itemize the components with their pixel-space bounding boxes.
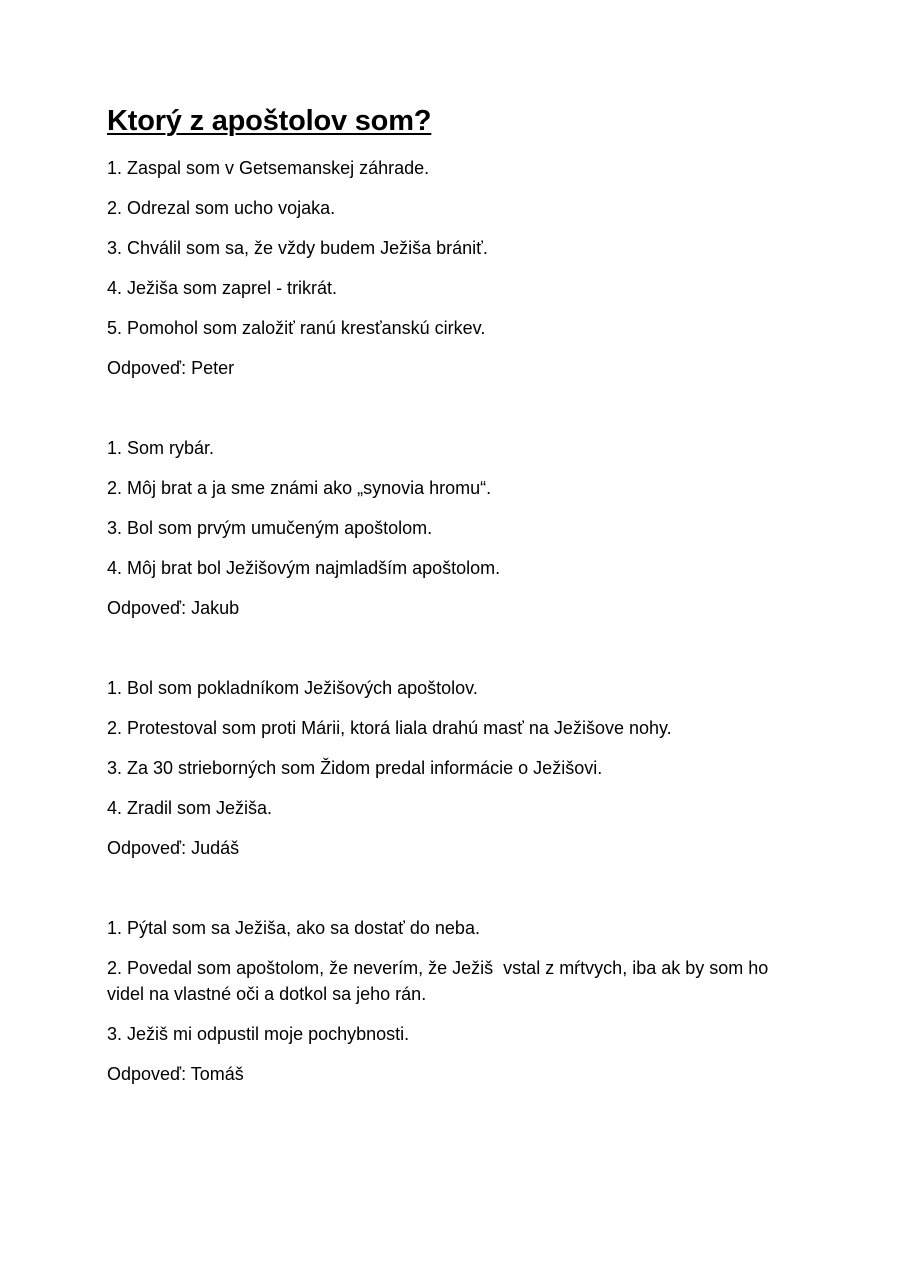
block-spacer bbox=[107, 635, 807, 675]
block-spacer bbox=[107, 395, 807, 435]
document-title: Ktorý z apoštolov som? bbox=[107, 105, 432, 137]
clue-line: 3. Bol som prvým umučeným apoštolom. bbox=[107, 518, 433, 538]
answer-line: Odpoveď: Judáš bbox=[107, 838, 240, 858]
clue-line: 3. Ježiš mi odpustil moje pochybnosti. bbox=[107, 1024, 410, 1044]
quiz-block-jakub bbox=[107, 435, 807, 621]
answer-line: Odpoveď: Jakub bbox=[107, 598, 240, 618]
clue-line: 1. Bol som pokladníkom Ježišových apoštolov. bbox=[107, 678, 478, 698]
clue-line: 3. Za 30 strieborných som Židom predal informácie o Ježišovi. bbox=[107, 758, 603, 778]
clue-line: 4. Zradil som Ježiša. bbox=[107, 798, 273, 818]
quiz-block-tomas bbox=[107, 915, 807, 1087]
block-spacer bbox=[107, 875, 807, 915]
answer-line: Odpoveď: Peter bbox=[107, 358, 235, 378]
clue-line: 1. Som rybár. bbox=[107, 438, 215, 458]
clue-line: 2. Protestoval som proti Márii, ktorá liala drahú masť na Ježišove nohy. bbox=[107, 718, 672, 738]
clue-line: 1. Zaspal som v Getsemanskej záhrade. bbox=[107, 158, 430, 178]
clue-line: 3. Chválil som sa, že vždy budem Ježiša brániť. bbox=[107, 238, 488, 258]
clue-line: 4. Môj brat bol Ježišovým najmladším apoštolom. bbox=[107, 558, 501, 578]
document-page bbox=[107, 103, 807, 1101]
clue-line: 5. Pomohol som založiť ranú kresťanskú cirkev. bbox=[107, 318, 486, 338]
clue-line: 4. Ježiša som zaprel - trikrát. bbox=[107, 278, 338, 298]
clue-line: 2. Povedal som apoštolom, že neverím, že Ježiš vstal z mŕtvych, iba ak by som ho videl na vlastné oči a dotkol sa jeho rán. bbox=[107, 958, 774, 1004]
answer-line: Odpoveď: Tomáš bbox=[107, 1064, 244, 1084]
clue-line: 2. Môj brat a ja sme známi ako „synovia hromu“. bbox=[107, 478, 492, 498]
clue-line: 2. Odrezal som ucho vojaka. bbox=[107, 198, 336, 218]
quiz-block-peter bbox=[107, 155, 807, 381]
quiz-block-judas bbox=[107, 675, 807, 861]
clue-line: 1. Pýtal som sa Ježiša, ako sa dostať do neba. bbox=[107, 918, 480, 938]
